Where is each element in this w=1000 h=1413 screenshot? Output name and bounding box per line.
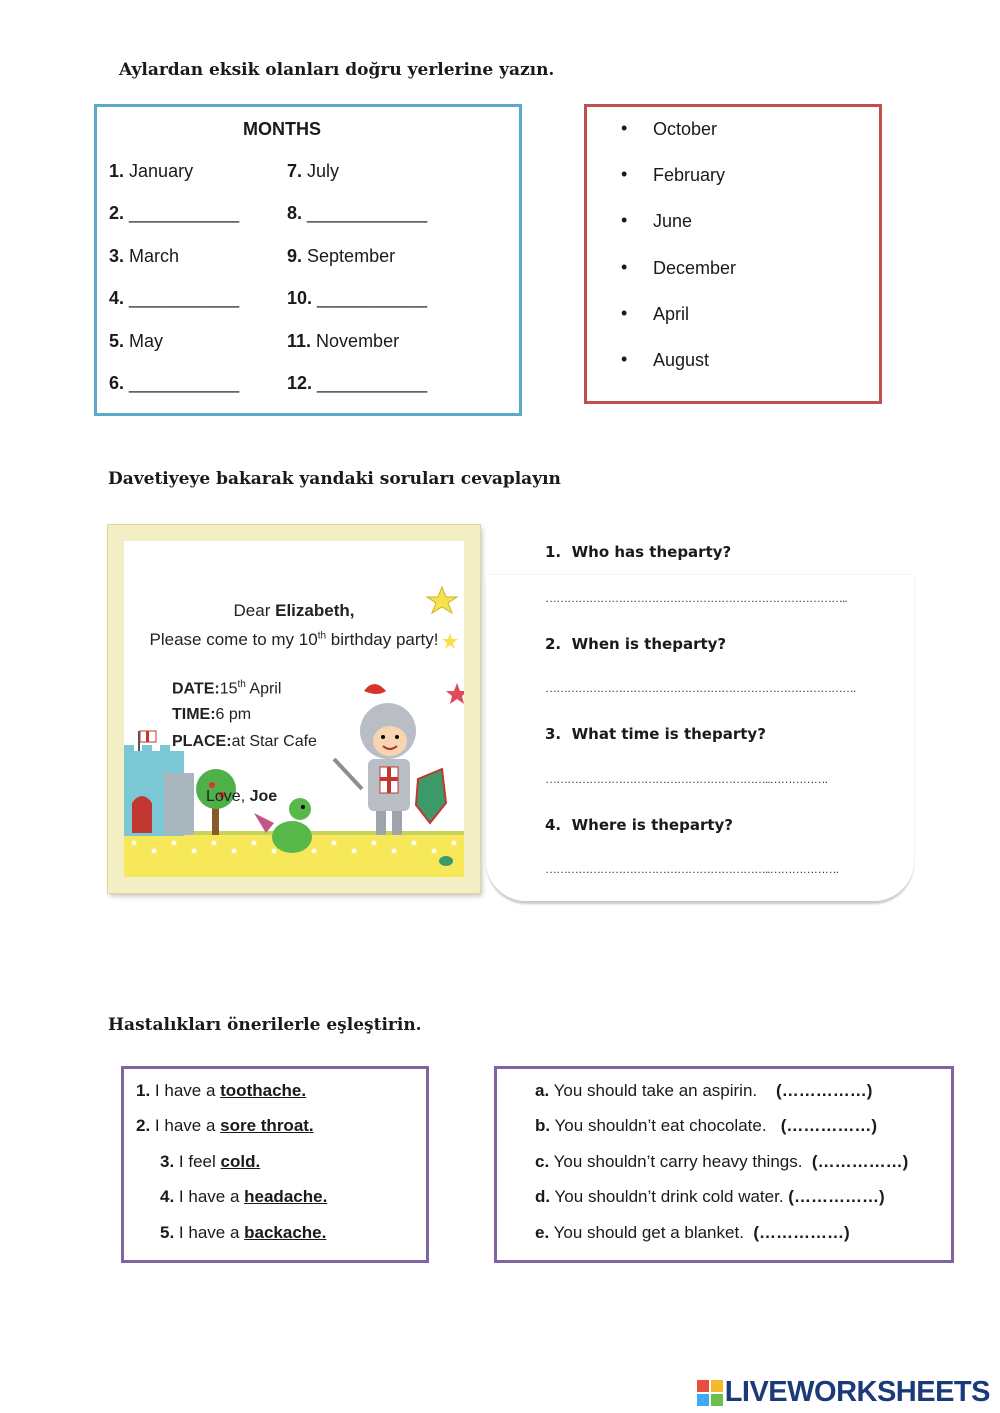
liveworksheets-logo-icon — [697, 1380, 723, 1406]
month-item: 3. March — [109, 246, 180, 266]
ailments-box — [121, 1066, 429, 1263]
instruction-matching: Hastalıkları önerilerle eşleştirin. — [108, 1015, 422, 1035]
month-blank[interactable]: 10. ___________ — [287, 288, 428, 308]
month-option: • February — [653, 165, 725, 186]
month-item: 7. July — [287, 161, 340, 181]
advice-item: c. You shouldn’t carry heavy things. (……………) — [535, 1152, 909, 1171]
months-title: MONTHS — [243, 119, 321, 139]
month-item: 11. November — [287, 331, 400, 351]
advice-answer-blank[interactable]: (……………) — [753, 1223, 850, 1242]
invitation-date: DATE:15th April — [172, 679, 282, 698]
month-option: • April — [653, 304, 689, 325]
answer-line-4[interactable]: ……………………………………………………..………………. — [545, 862, 839, 876]
question-2: 2. When is theparty? — [545, 635, 727, 653]
invitation-card — [108, 525, 480, 893]
invitation-signoff: Love, Joe — [206, 788, 278, 805]
ailment-item: 2. I have a sore throat. — [136, 1116, 314, 1135]
answer-line-3[interactable]: ……………………………………………………..……………. — [545, 772, 828, 786]
advice-answer-blank[interactable]: (……………) — [776, 1081, 873, 1100]
advice-item: a. You should take an aspirin. (……………) — [535, 1081, 873, 1100]
month-option: • June — [653, 211, 692, 232]
invitation-message: Please come to my 10th birthday party! — [149, 630, 439, 649]
invitation-time: TIME:6 pm — [172, 706, 252, 723]
month-option: • October — [653, 119, 717, 140]
question-3: 3. What time is theparty? — [545, 725, 766, 743]
ailment-item: 5. I have a backache. — [160, 1223, 327, 1242]
ailment-item: 3. I feel cold. — [160, 1152, 261, 1171]
answer-line-1[interactable]: ……………………………………………………………………….. — [545, 591, 847, 605]
liveworksheets-logo[interactable]: LIVEWORKSHEETS — [724, 1376, 990, 1408]
question-1: 1. Who has theparty? — [545, 543, 732, 561]
advice-item: d. You shouldn’t drink cold water. (……………) — [535, 1187, 885, 1206]
months-box — [94, 104, 522, 416]
advice-answer-blank[interactable]: (……………) — [811, 1152, 909, 1171]
advice-answer-blank[interactable]: (……………) — [780, 1116, 878, 1135]
instruction-months: Aylardan eksik olanları doğru yerlerine yazın. — [119, 60, 555, 80]
advice-box — [494, 1066, 954, 1263]
ailment-item: 4. I have a headache. — [160, 1187, 328, 1206]
month-item: 5. May — [109, 331, 164, 351]
ailment-item: 1. I have a toothache. — [136, 1081, 307, 1100]
instruction-invitation: Davetiyeye bakarak yandaki soruları cevaplayın — [108, 469, 561, 489]
month-blank[interactable]: 6. ___________ — [109, 373, 240, 393]
month-item: 9. September — [287, 246, 396, 266]
month-option: • December — [653, 258, 736, 279]
advice-item: b. You shouldn’t eat chocolate. (……………) — [535, 1116, 878, 1135]
month-blank[interactable]: 2. ___________ — [109, 203, 240, 223]
month-options-box — [584, 104, 882, 404]
invitation-greeting: Dear Elizabeth, — [233, 601, 355, 620]
answer-line-2[interactable]: …………………………………………………………………………. — [545, 681, 856, 695]
month-item: 1. January — [109, 161, 194, 181]
advice-item: e. You should get a blanket. (……………) — [535, 1223, 850, 1242]
question-4: 4. Where is theparty? — [545, 816, 734, 834]
month-option: • August — [653, 350, 709, 371]
month-blank[interactable]: 8. ____________ — [287, 203, 428, 223]
advice-answer-blank[interactable]: (……………) — [788, 1187, 885, 1206]
month-blank[interactable]: 12. ___________ — [287, 373, 428, 393]
month-blank[interactable]: 4. ___________ — [109, 288, 240, 308]
invitation-place: PLACE:at Star Cafe — [172, 733, 317, 750]
